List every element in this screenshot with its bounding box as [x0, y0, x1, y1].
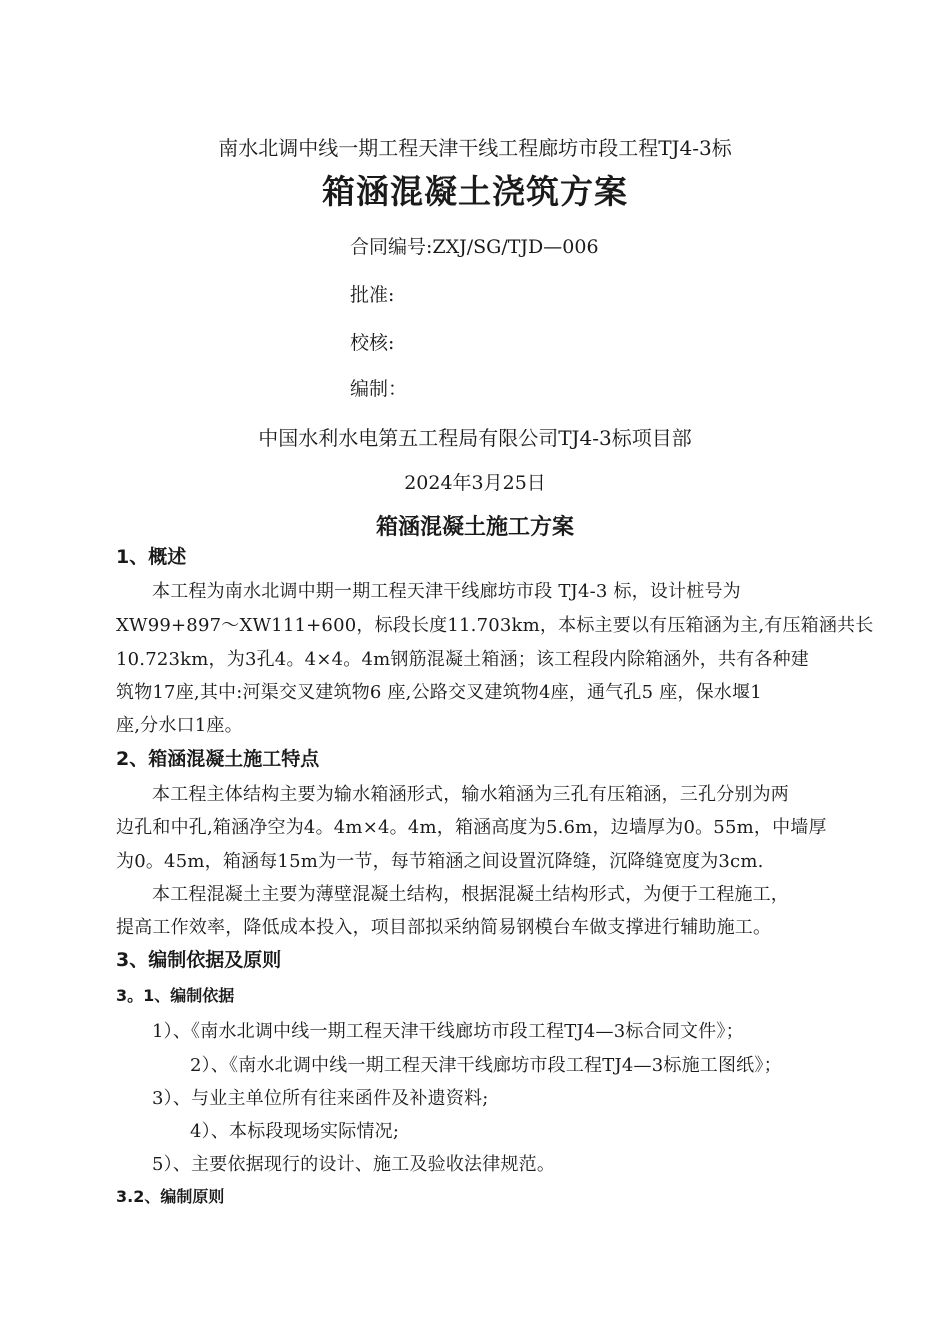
document-date: 2024年3月25日	[404, 472, 546, 494]
section-2-line: 为0。45m，箱涵每15m为一节，每节箱涵之间设置沉降缝，沉降缝宽度为3cm.	[116, 851, 764, 872]
section-2-line: 边孔和中孔,箱涵净空为4。4m×4。4m，箱涵高度为5.6m，边墙厚为0。55m，中墙厚	[116, 817, 827, 838]
section-2-heading: 2、箱涵混凝土施工特点	[116, 748, 320, 770]
basis-item: 1）、《南水北调中线一期工程天津干线廊坊市段工程TJ4—3标合同文件》；	[152, 1021, 744, 1042]
approve-label: 批准:	[350, 284, 395, 306]
basis-item: 3）、与业主单位所有往来函件及补遗资料;	[152, 1088, 489, 1109]
section-1-line: 10.723km，为3孔4。4×4。4m钢筋混凝土箱涵；该工程段内除箱涵外，共有各种建	[116, 649, 809, 670]
project-subtitle: 南水北调中线一期工程天津干线工程廊坊市段工程TJ4-3标	[218, 136, 732, 160]
section-1-line: XW99+897～XW111+600，标段长度11.703km，本标主要以有压箱涵为主,有压箱涵共长	[116, 615, 874, 636]
section-1-line: 筑物17座,其中:河渠交叉建筑物6 座,公路交叉建筑物4座，通气孔5 座，保水堰1	[116, 682, 762, 703]
contract-number: 合同编号:ZXJ/SG/TJD—006	[350, 236, 599, 258]
document-title: 箱涵混凝土浇筑方案	[322, 172, 628, 211]
basis-item: 2）、《南水北调中线一期工程天津干线廊坊市段工程TJ4—3标施工图纸》；	[190, 1055, 782, 1076]
section-3-2-heading: 3.2、编制原则	[116, 1187, 225, 1206]
compile-label: 编制：	[350, 378, 408, 400]
section-2-line: 提高工作效率，降低成本投入，项目部拟采纳简易钢模台车做支撑进行辅助施工。	[116, 917, 772, 938]
section-1-heading: 1、概述	[116, 546, 187, 568]
section-1-line: 本工程为南水北调中期一期工程天津干线廊坊市段 TJ4-3 标，设计桩号为	[152, 581, 741, 602]
section-1-line: 座,分水口1座。	[116, 715, 243, 736]
section-3-1-heading: 3。1、编制依据	[116, 986, 235, 1005]
basis-item: 5）、主要依据现行的设计、施工及验收法律规范。	[152, 1154, 556, 1175]
basis-item: 4）、本标段现场实际情况;	[190, 1121, 400, 1142]
section-3-heading: 3、编制依据及原则	[116, 949, 282, 971]
company-name: 中国水利水电第五工程局有限公司TJ4-3标项目部	[258, 426, 692, 450]
section-2-line: 本工程混凝土主要为薄壁混凝土结构，根据混凝土结构形式，为便于工程施工，	[152, 884, 789, 905]
plan-title: 箱涵混凝土施工方案	[375, 515, 574, 540]
section-2-line: 本工程主体结构主要为输水箱涵形式，输水箱涵为三孔有压箱涵，三孔分别为两	[152, 784, 789, 805]
check-label: 校核:	[350, 332, 395, 354]
